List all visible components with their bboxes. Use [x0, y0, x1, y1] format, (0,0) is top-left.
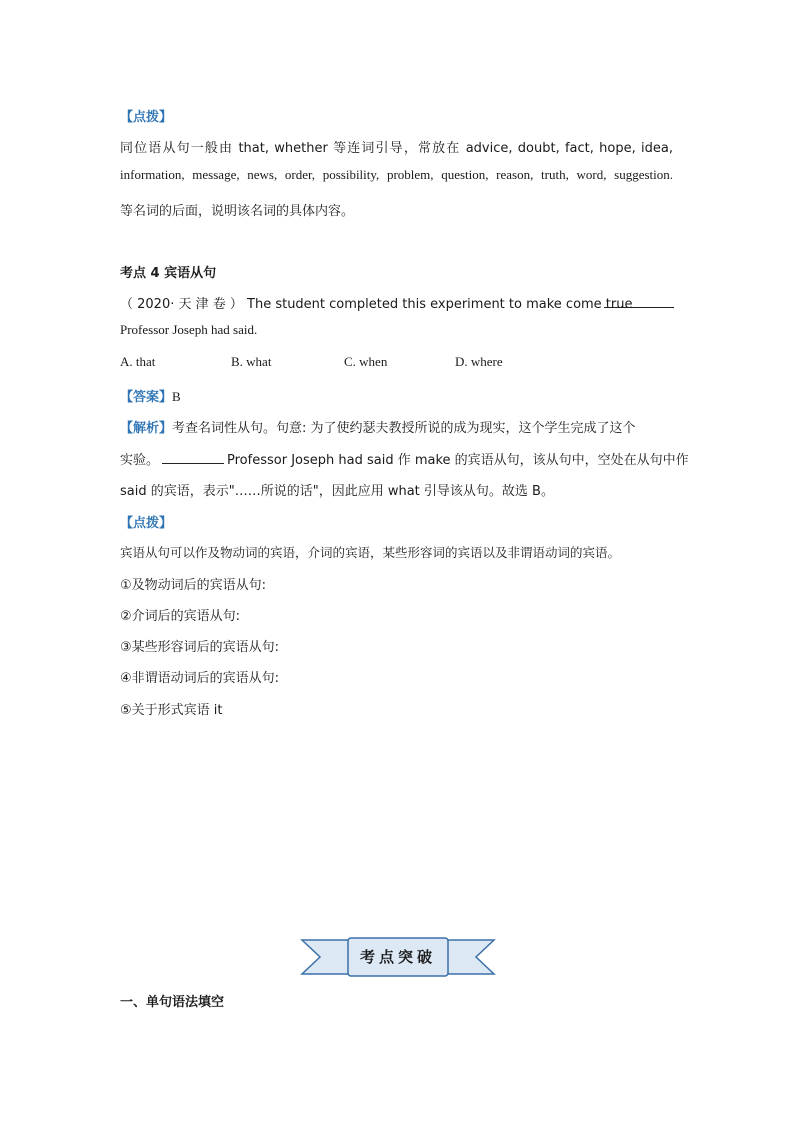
answer-blank	[604, 293, 674, 308]
tip-intro: 宾语从句可以作及物动词的宾语，介词的宾语，某些形容词的宾语以及非谓语动词的宾语。	[120, 545, 621, 560]
analysis-text: 考查名词性从句。句意: 为了使约瑟夫教授所说的成为现实，这个学生完成了这个	[172, 421, 636, 436]
answer-blank	[162, 451, 224, 464]
section-banner	[300, 936, 496, 978]
exercise-title: 一、单句语法填空	[120, 995, 225, 1010]
analysis-text: Professor Joseph had said 作 make 的宾语从句，该从句中，空处在从句中作	[227, 453, 689, 468]
section-title: 考点 4 宾语从句	[120, 266, 217, 281]
analysis-text: said 的宾语，表示"……所说的话"，因此应用 what 引导该从句。故选 B。	[120, 484, 554, 499]
tip-heading: 【点拨】	[120, 110, 173, 125]
question-text: Professor Joseph had said.	[120, 322, 258, 337]
tip-line: 等名词的后面，说明该名词的具体内容。	[120, 204, 355, 219]
tip-heading: 【点拨】	[120, 516, 173, 531]
analysis-label: 【解析】	[120, 421, 173, 436]
list-item: ③某些形容词后的宾语从句:	[120, 640, 280, 655]
list-item: ⑤关于形式宾语 it	[120, 703, 223, 718]
tip-line: 同位语从句一般由 that, whether 等连词引导，常放在 advice, doubt, fact, hope, idea,	[120, 141, 673, 156]
option-c: C. when	[344, 354, 388, 369]
list-item: ②介词后的宾语从句:	[120, 609, 241, 624]
banner-label: 考点突破	[359, 948, 436, 966]
analysis-row	[120, 449, 689, 468]
question-text: （ 2020· 天 津 卷 ） The student completed this experiment to make come true	[120, 297, 633, 312]
option-d: D. where	[455, 354, 503, 369]
answer-label: 【答案】	[120, 390, 173, 405]
option-b: B. what	[231, 354, 272, 369]
answer-row	[120, 386, 181, 405]
analysis-text: 实验。	[120, 453, 160, 468]
list-item: ④非谓语动词后的宾语从句:	[120, 671, 280, 686]
analysis-row	[120, 417, 673, 436]
option-a: A. that	[120, 354, 156, 369]
answer-value: B	[172, 389, 181, 404]
list-item: ①及物动词后的宾语从句:	[120, 578, 267, 593]
tip-line: information, message, news, order, possibility, problem, question, reason, truth, word, suggestion.	[120, 167, 673, 182]
